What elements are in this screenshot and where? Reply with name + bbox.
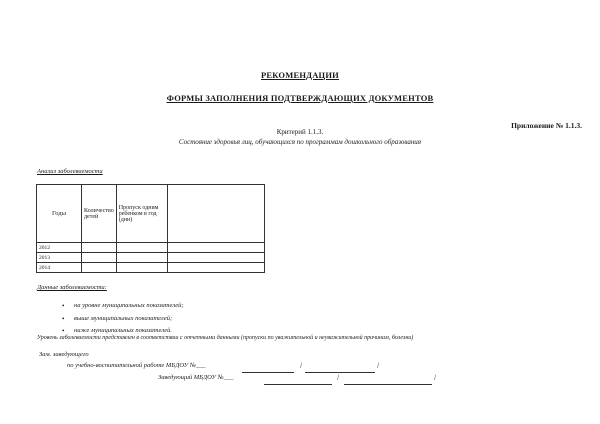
- list-item-label: на уровне муниципальных показателей;: [74, 302, 184, 309]
- table-cell: [82, 243, 117, 253]
- list-item-label: ниже муниципальных показателей.: [74, 327, 172, 334]
- criterion-description: Состояние здоровья лиц, обучающихся по программам дошкольного образования: [178, 138, 422, 146]
- table-row: [37, 253, 265, 263]
- table-cell: [116, 253, 167, 263]
- name-line: [305, 372, 375, 373]
- signature-title-deputy-role: по учебно-воспитательной работе МБДОУ №___: [67, 362, 206, 369]
- document-subtitle: ФОРМЫ ЗАПОЛНЕНИЯ ПОДТВЕРЖДАЮЩИХ ДОКУМЕНТОВ: [166, 93, 434, 103]
- table-cell: [116, 243, 167, 253]
- section-label-data: Данные заболеваемости:: [37, 284, 107, 291]
- table-cell: 2012: [37, 243, 82, 253]
- section-label-analysis: Анализ заболеваемости: [37, 168, 103, 175]
- table-cell: [82, 263, 117, 273]
- table-cell: [167, 243, 264, 253]
- signature-line: [264, 384, 332, 385]
- morbidity-note: Уровень заболеваемости представлен в соответствии с отчетными данными (пропуски по уважительной и неуважительной причинам, болезни): [37, 335, 414, 341]
- bullet-icon: •: [62, 314, 65, 323]
- table-header-cell: [167, 185, 264, 243]
- morbidity-options-list: [62, 300, 184, 338]
- signature-title-head: Заведующий МБДОУ №___: [158, 374, 234, 381]
- table-cell: [82, 253, 117, 263]
- table-cell: 2014: [37, 263, 82, 273]
- signature-line: [242, 372, 294, 373]
- signature-slash: /: [377, 361, 380, 370]
- table-row: [37, 263, 265, 273]
- morbidity-table: [36, 184, 265, 273]
- table-cell: [167, 253, 264, 263]
- criterion-label: Критерий 1.1.3.: [276, 128, 324, 136]
- list-item-label: выше муниципальных показателей;: [74, 314, 173, 322]
- bullet-icon: •: [62, 327, 65, 335]
- signature-slash: /: [434, 373, 437, 382]
- name-line: [344, 384, 432, 385]
- list-item: [62, 300, 184, 313]
- signature-slash: /: [300, 361, 303, 370]
- signature-title-deputy: Зам. заведующего: [39, 351, 89, 358]
- bullet-icon: •: [62, 302, 65, 310]
- signature-slash: /: [337, 373, 340, 382]
- table-row: [37, 243, 265, 253]
- document-title: РЕКОМЕНДАЦИИ: [261, 70, 339, 80]
- table-header-cell: Количество детей: [82, 185, 117, 243]
- appendix-label: Приложение № 1.1.3.: [511, 121, 582, 130]
- table-cell: 2013: [37, 253, 82, 263]
- table-header-cell: Пропуск одним ребенком в год (дни): [116, 185, 167, 243]
- list-item: [62, 313, 184, 326]
- table-cell: [116, 263, 167, 273]
- table-cell: [167, 263, 264, 273]
- table-header-cell: Годы: [37, 185, 82, 243]
- table-header-row: [37, 185, 265, 243]
